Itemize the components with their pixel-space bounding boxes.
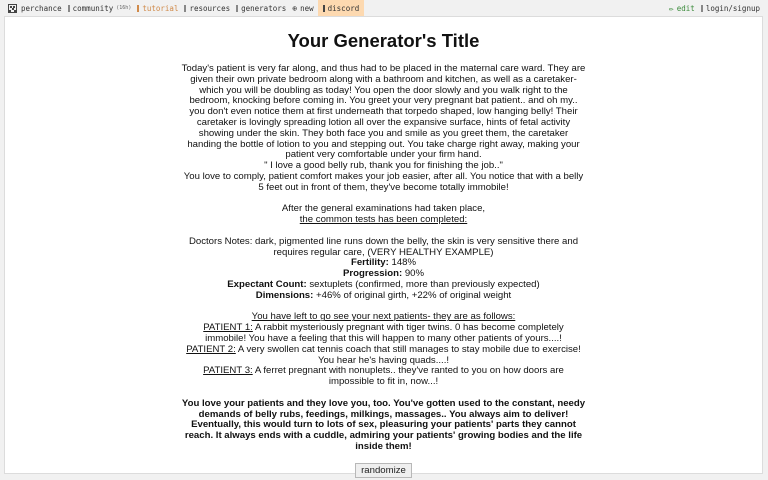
nav-perchance[interactable] [8,0,62,16]
stat-label: Expectant Count: [227,278,307,290]
nav-community[interactable] [68,0,132,16]
intro-paragraph: Today's patient is very far along, and thus had to be placed in the maternal care ward. They are given their own private bedroom along with a bathroom and kitchen, as well as a caretaker- which you will be doubling as today! You open the door slowly and you walk right to the bedroom, knocking before coming in. You greet your very pregnant bat patient.. and oh my.. you don't even notice them at first underneath that torpedo shaped, low hanging belly! Their caretaker is lovingly spreading lotion all over the expansive surface, hints of fetal activity showing under the skin. They both face you and smile as you greet them, the caretaker handing the bottle of lotion to you and stepping out. You take charge right away, making your patient very comfortable under your firm hand. [181,63,586,161]
exam-line-2: the common tests has been completed: [299,214,468,226]
stat-label: Dimensions: [255,289,314,301]
top-nav-bar [0,0,768,16]
nav-generators[interactable] [236,0,286,16]
stat-value: 148% [391,257,417,269]
grid-icon [236,5,238,12]
patient-2 [182,345,586,367]
nav-tutorial-label: tutorial [142,3,179,13]
closing-paragraph: You love your patients and they love you, too. You've gotten used to the constant, needy demands of belly rubs, feedings, milkings, massages.. You always aim to deliver! Eventually, this would turn to lots of sex, pleasuring your patients' parts they cannot reach. It always ends with a cuddle, admiring your patients' growing bodies and the life inside them! [181,397,586,452]
stat-label: Progression: [342,268,403,280]
page-title: Your Generator's Title [287,30,480,51]
generator-output-panel [4,16,763,474]
community-badge: (16h) [116,5,132,11]
patient-quote: " I love a good belly rub, thank you for finishing the job.." [264,160,503,172]
exam-line-1: After the general examinations had taken place, [281,203,486,215]
stat-label: Fertility: [350,257,389,269]
pencil-icon: ✏ [668,3,674,13]
book-icon [137,5,139,12]
nav-discord[interactable] [318,0,365,16]
stat-value: 90% [404,268,425,280]
generator-content [182,17,586,478]
nav-new-label: new [300,3,314,13]
randomize-button[interactable]: randomize [355,463,412,478]
nav-edit[interactable] [669,0,695,16]
intro-paragraph-2: You love to comply, patient comfort makes your job easier, after all. You notice that with a belly 5 feet out in front of them, they've become totally immobile! [183,170,584,193]
patient-text: A very swollen cat tennis coach that still manages to stay mobile due to exercise! You hear he's having quads....! [237,343,581,366]
dice-icon [8,4,17,13]
nav-discord-label: discord [327,3,360,13]
nav-generators-label: generators [241,3,287,13]
nav-login-label: login/signup [705,3,760,13]
chat-icon [68,5,70,12]
user-icon [701,5,703,12]
stat-value: sextuplets (confirmed, more than previously expected) [309,278,540,290]
top-nav-left [0,0,370,16]
nav-resources-label: resources [189,3,231,13]
patient-text: A ferret pregnant with nonuplets.. they've ranted to you on how doors are impossible to fit in, now...! [254,365,564,388]
patient-1 [182,323,586,345]
next-patients-heading: You have left to go see your next patients- they are as follows: [251,311,516,323]
nav-resources[interactable] [184,0,230,16]
top-nav-right [669,0,768,16]
doctors-notes: Doctors Notes: dark, pigmented line runs down the belly, the skin is very sensitive there and requires regular care, (VERY HEALTHY EXAMPLE) [188,235,579,258]
nav-tutorial[interactable] [137,0,178,16]
stat-dimensions [182,291,586,302]
nav-new[interactable] [292,0,313,16]
plus-circle-icon: ⊕ [292,3,298,13]
patient-label: PATIENT 3: [203,365,253,377]
nav-edit-label: edit [676,3,695,13]
discord-icon [323,5,325,12]
patient-3 [182,366,586,388]
nav-perchance-label: perchance [21,3,62,13]
patient-label: PATIENT 2: [186,343,236,355]
nav-login[interactable] [701,0,760,16]
patient-label: PATIENT 1: [203,322,253,334]
box-icon [184,5,186,12]
nav-community-label: community [72,3,114,13]
stat-value: +46% of original girth, +22% of original weight [316,289,512,301]
patient-text: A rabbit mysteriously pregnant with tiger twins. 0 has become completely immobile! You have a feeling that this will happen to many other patients of yours....! [205,322,564,344]
